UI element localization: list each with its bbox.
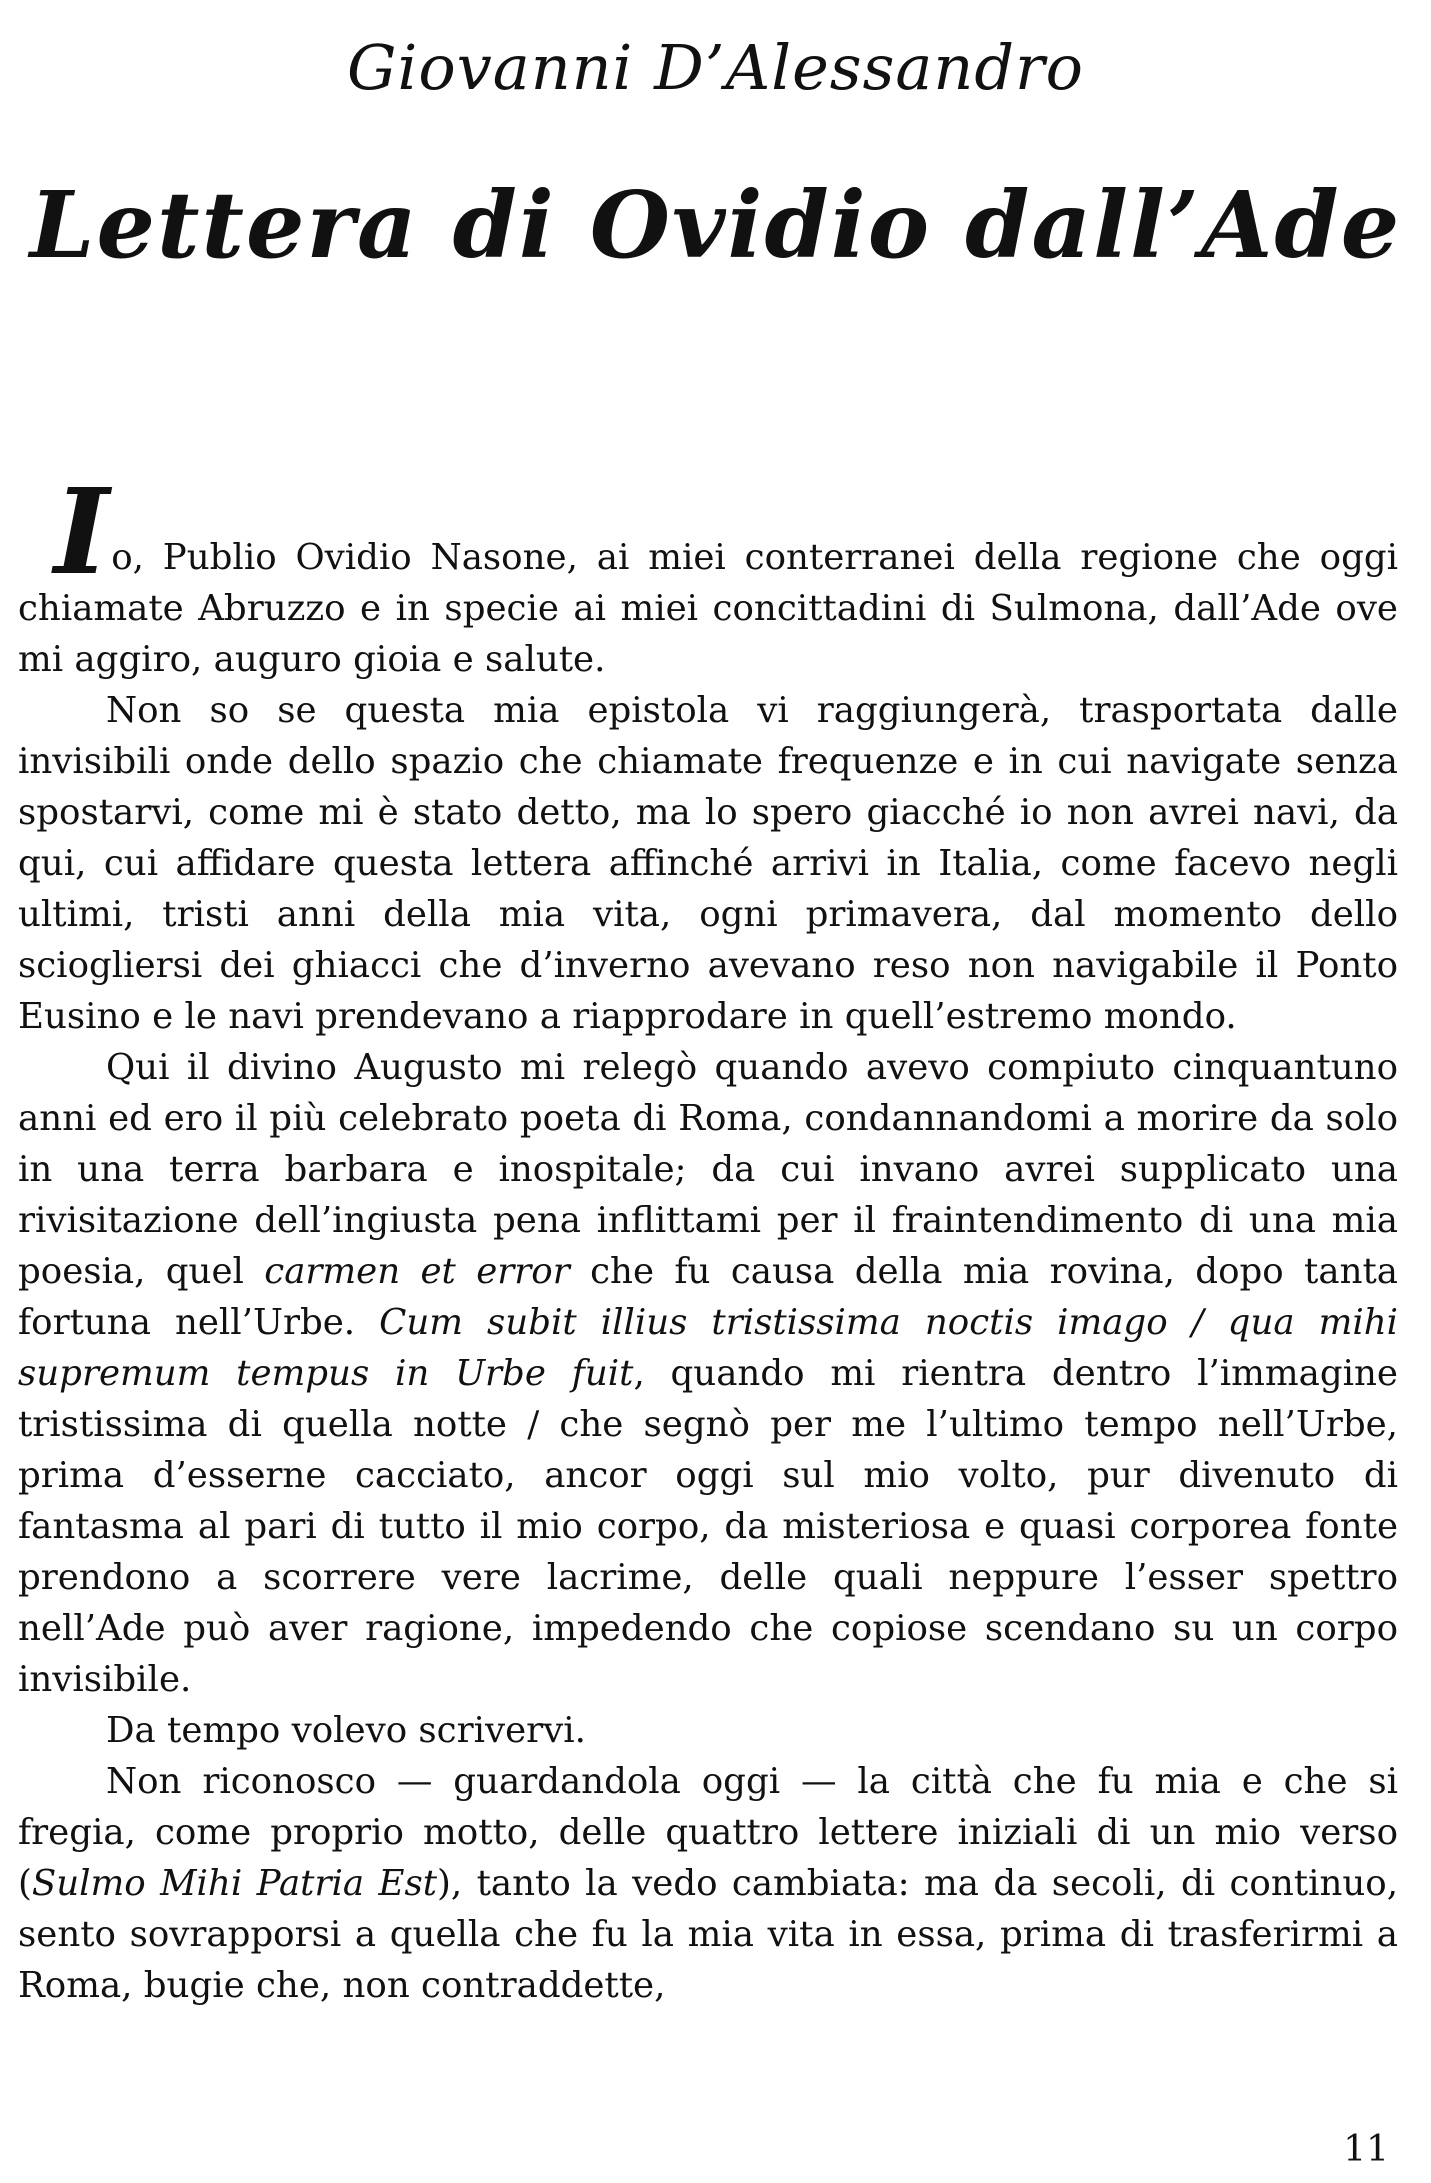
chapter-title: Lettera di Ovidio dall’Ade <box>29 171 1402 279</box>
paragraph-3-quote-latin: Cum subit illius tristissima noctis imago / qua mihi supremum tempus in Urbe fuit <box>18 1302 1398 1394</box>
paragraph-3-text-e: , quando mi rientra dentro l’immagine tristissima di quella notte / che segnò per me l’ultimo tempo nell’Urbe, prima d’esserne cacciato, ancor oggi sul mio volto, pur divenuto di fantasma al pari di tutto il mio corpo, da misteriosa e quasi corporea fonte prendono a scorrere vere lacrime, delle quali neppure l’esser spettro nell’Ade può aver ragione, impedendo che copiose scendano su un corpo invisibile. <box>18 1353 1398 1700</box>
paragraph-5-text-a: Non riconosco — guardandola oggi — la città che fu mia e che si fregia, come proprio motto, delle quattro lettere iniziali di un mio verso ( <box>18 1761 1398 1904</box>
paragraph-1 <box>18 462 1398 685</box>
paragraph-5-motto: Sulmo Mihi Patria Est <box>31 1863 438 1904</box>
paragraph-2: Non so se questa mia epistola vi raggiungerà, trasportata dalle invisibili onde dello spazio che chiamate frequenze e in cui navigate senza spostarvi, come mi è stato detto, ma lo spero giacché io non avrei navi, da qui, cui affidare questa lettera affinché arrivi in Italia, come facevo negli ultimi, tristi anni della mia vita, ogni primavera, dal momento dello sciogliersi dei ghiacci che d’inverno avevano reso non navigabile il Ponto Eusino e le navi prendevano a riapprodare in quell’estremo mondo. <box>18 690 1398 1037</box>
body-text <box>18 462 1398 2011</box>
paragraph-1-text: o, Publio Ovidio Nasone, ai miei conterranei della regione che oggi chiamate Abruzzo e in specie ai miei concittadini di Sulmona, dall’Ade ove mi aggiro, auguro gioia e salute. <box>18 537 1398 680</box>
page-number: 11 <box>1343 2129 1389 2170</box>
paragraph-5-text-c: ), tanto la vedo cambiata: ma da secoli, di continuo, sento sovrapporsi a quella che fu la mia vita in essa, prima di trasferirmi a Roma, bugie che, non contraddette, <box>18 1863 1398 2006</box>
drop-cap: I <box>54 462 110 601</box>
paragraph-3-quote-carmen: carmen et error <box>264 1251 570 1292</box>
paragraph-5 <box>18 1756 1398 2011</box>
author-name: Giovanni D’Alessandro <box>347 31 1084 104</box>
paragraph-4: Da tempo volevo scrivervi. <box>106 1710 586 1751</box>
paragraph-3-text-c: che fu causa della mia rovina, dopo tanta fortuna nell’Urbe. <box>18 1251 1398 1343</box>
paragraph-3-text-a: Qui il divino Augusto mi relegò quando avevo compiuto cinquantuno anni ed ero il più celebrato poeta di Roma, condannandomi a morire da solo in una terra barbara e inospitale; da cui invano avrei supplicato una rivisitazione dell’ingiusta pena inflittami per il fraintendimento di una mia poesia, quel <box>18 1047 1398 1292</box>
paragraph-3 <box>18 1042 1398 1705</box>
